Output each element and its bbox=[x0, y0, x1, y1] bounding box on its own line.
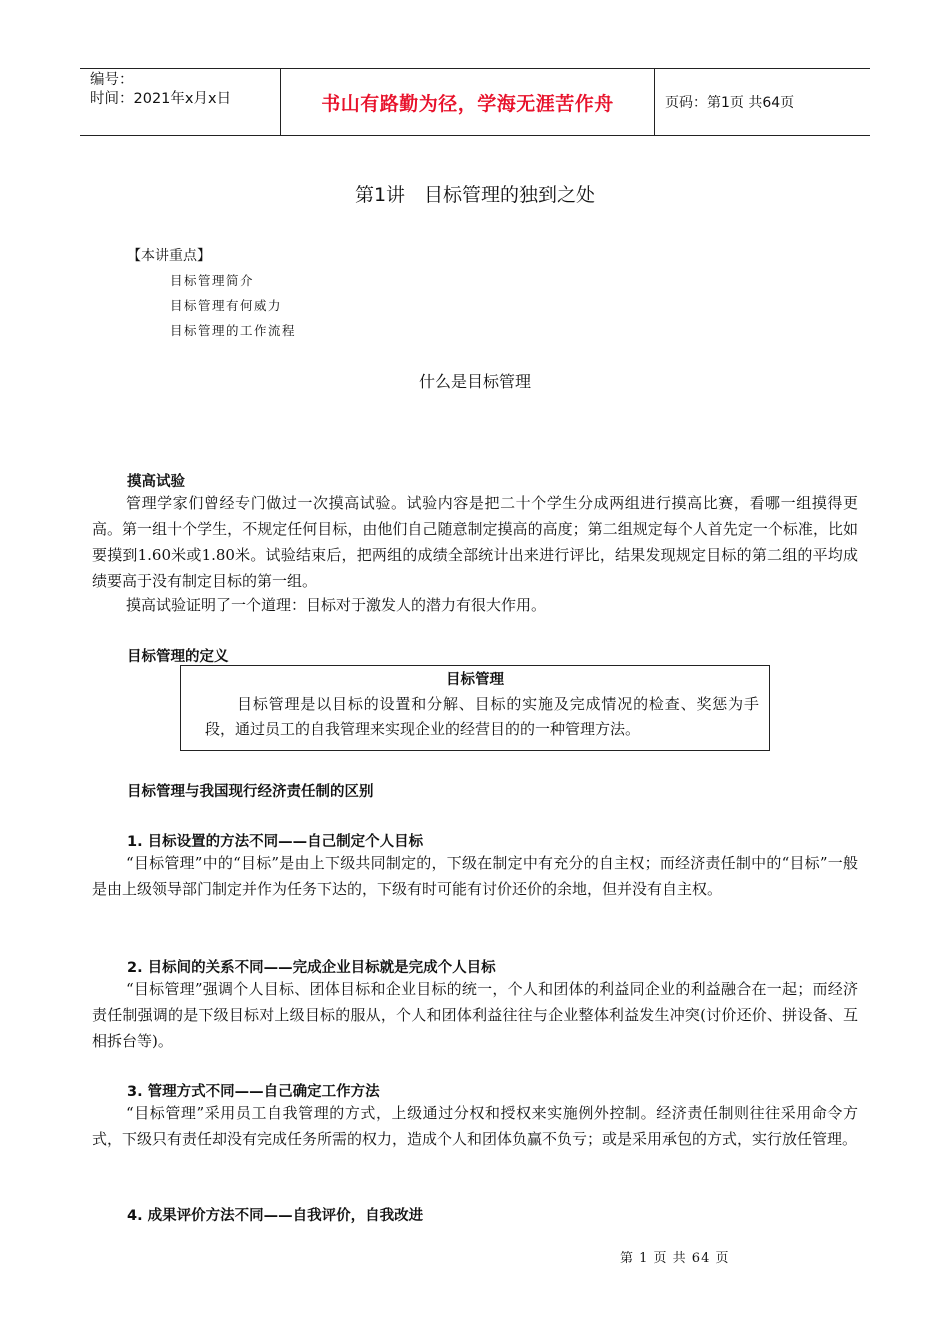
experiment-heading: 摸高试验 bbox=[127, 474, 185, 490]
definition-box-title: 目标管理 bbox=[446, 672, 504, 688]
focus-item: 目标管理简介 bbox=[170, 273, 255, 288]
difference-item-heading: 4. 成果评价方法不同——自我评价，自我改进 bbox=[127, 1208, 424, 1224]
difference-item-heading: 1. 目标设置的方法不同——自己制定个人目标 bbox=[127, 834, 424, 850]
section-subtitle: 什么是目标管理 bbox=[418, 372, 531, 391]
focus-item: 目标管理的工作流程 bbox=[170, 323, 297, 338]
definition-box bbox=[180, 665, 770, 751]
experiment-paragraph: 管理学家们曾经专门做过一次摸高试验。试验内容是把二十个学生分成两组进行摸高比赛，看哪一组摸得更高。第一组十个学生，不规定任何目标，由他们自己随意制定摸高的高度；第二组规定每个人首先定一个标准，比如要摸到1.60米或1.80米。试验结束后，把两组的成绩全部统计出来进行评比，结果发现规定目标的第二组的平均成绩要高于没有制定目标的第一组。 bbox=[92, 494, 858, 590]
page-title: 第1讲 目标管理的独到之处 bbox=[354, 184, 596, 206]
header-page-info: 页码：第1页 共64页 bbox=[665, 95, 795, 111]
date-label: 时间：2021年x月x日 bbox=[90, 91, 232, 107]
header-meta bbox=[80, 69, 281, 135]
difference-item-heading: 3. 管理方式不同——自己确定工作方法 bbox=[127, 1084, 380, 1100]
focus-item: 目标管理有何威力 bbox=[170, 298, 283, 313]
definition-box-text: 目标管理是以目标的设置和分解、目标的实施及完成情况的检查、奖惩为手段，通过员工的自我管理来实现企业的经营目的的一种管理方法。 bbox=[205, 695, 759, 738]
page-footer: 第 1 页 共 64 页 bbox=[620, 1251, 730, 1266]
experiment-conclusion: 摸高试验证明了一个道理：目标对于激发人的潜力有很大作用。 bbox=[126, 596, 547, 614]
definition-heading: 目标管理的定义 bbox=[127, 649, 229, 665]
header-motto: 书山有路勤为径，学海无涯苦作舟 bbox=[281, 69, 655, 135]
difference-item-text: “目标管理”中的“目标”是由上下级共同制定的，下级在制定中有充分的自主权；而经济责任制中的“目标”一般是由上级领导部门制定并作为任务下达的，下级有时可能有讨价还价的余地，但并没有自主权。 bbox=[92, 854, 858, 898]
page-header bbox=[80, 68, 870, 136]
focus-label: 【本讲重点】 bbox=[127, 248, 211, 264]
code-label: 编号： bbox=[90, 72, 134, 88]
difference-item-text: “目标管理”采用员工自我管理的方式，上级通过分权和授权来实施例外控制。经济责任制则往往采用命令方式，下级只有责任却没有完成任务所需的权力，造成个人和团体负赢不负亏；或是采用承包的方式，实行放任管理。 bbox=[92, 1104, 858, 1148]
difference-item-heading: 2. 目标间的关系不同——完成企业目标就是完成个人目标 bbox=[127, 960, 496, 976]
difference-heading: 目标管理与我国现行经济责任制的区别 bbox=[127, 784, 374, 800]
difference-item-text: “目标管理”强调个人目标、团体目标和企业目标的统一，个人和团体的利益同企业的利益融合在一起；而经济责任制强调的是下级目标对上级目标的服从，个人和团体利益往往与企业整体利益发生冲突(讨价还价、拼设备、互相拆台等)。 bbox=[92, 980, 858, 1050]
